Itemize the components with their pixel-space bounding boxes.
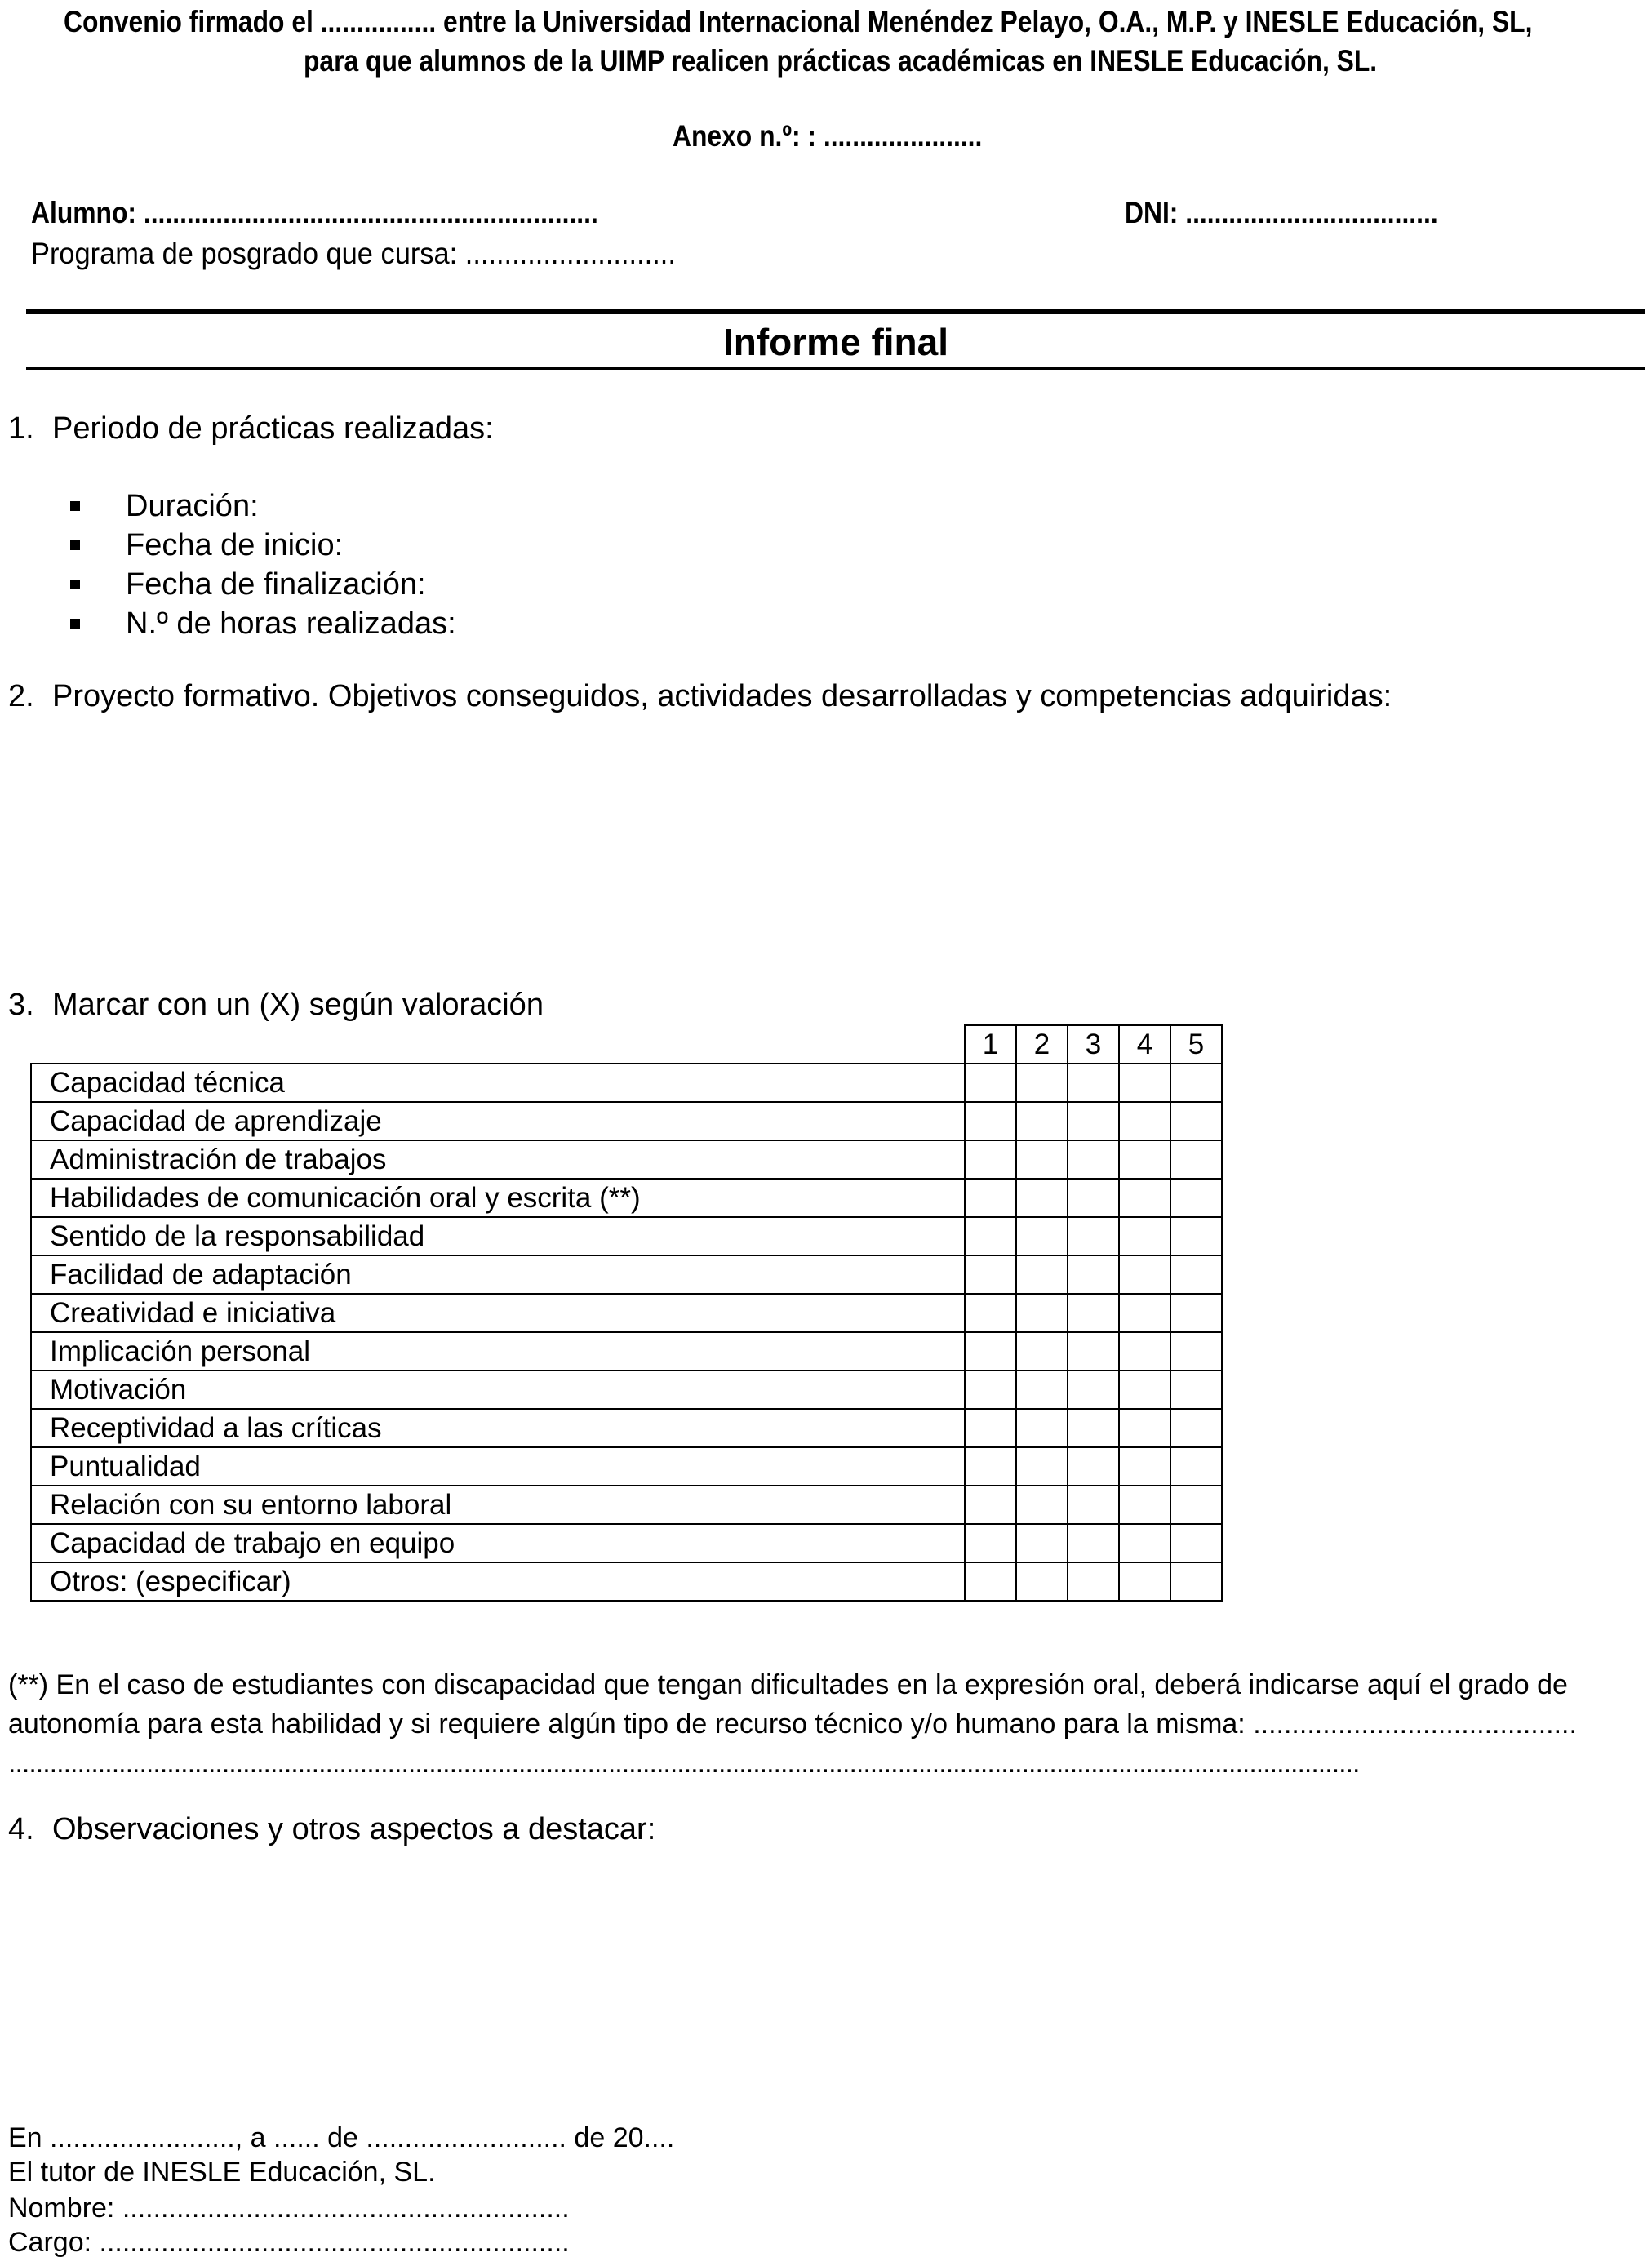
footnote-text: (**) En el caso de estudiantes con discapacidad que tengan dificultades en la expresión oral, deberá indicarse aquí el grado de autonomía para esta habilidad y si requiere algún tipo de recurso técnico y/o humano para la misma: .......................................... bbox=[8, 1669, 1577, 1739]
section-text: Marcar con un (X) según valoración bbox=[52, 988, 544, 1022]
list-item bbox=[67, 526, 456, 565]
criterion-label: Relación con su entorno laboral bbox=[31, 1486, 965, 1524]
rating-checkbox-2[interactable] bbox=[1016, 1179, 1068, 1217]
rating-checkbox-2[interactable] bbox=[1016, 1562, 1068, 1601]
list-item bbox=[67, 604, 456, 643]
rating-scale-header bbox=[31, 1025, 1222, 1064]
rating-checkbox-3[interactable] bbox=[1068, 1524, 1119, 1562]
rating-checkbox-4[interactable] bbox=[1119, 1179, 1170, 1217]
rating-checkbox-5[interactable] bbox=[1170, 1562, 1222, 1601]
table-row bbox=[31, 1294, 1222, 1332]
agreement-header-line-1: Convenio firmado el ................ entre la Universidad Internacional Menéndez Pelayo, O.A., M.P. y INESLE Educación, SL, bbox=[64, 5, 1533, 38]
rating-checkbox-5[interactable] bbox=[1170, 1447, 1222, 1486]
accessibility-footnote bbox=[8, 1665, 1649, 1783]
list-item bbox=[67, 565, 456, 604]
rating-checkbox-2[interactable] bbox=[1016, 1217, 1068, 1255]
rating-checkbox-1[interactable] bbox=[965, 1371, 1016, 1409]
table-row bbox=[31, 1447, 1222, 1486]
rating-checkbox-1[interactable] bbox=[965, 1255, 1016, 1294]
rating-checkbox-4[interactable] bbox=[1119, 1332, 1170, 1371]
title-rule-top bbox=[26, 309, 1645, 314]
rating-checkbox-3[interactable] bbox=[1068, 1371, 1119, 1409]
criterion-label: Capacidad técnica bbox=[31, 1064, 965, 1102]
section-number: 4. bbox=[8, 1812, 34, 1846]
signature-tutor-label: El tutor de INESLE Educación, SL. bbox=[8, 2157, 436, 2188]
rating-checkbox-1[interactable] bbox=[965, 1486, 1016, 1524]
rating-checkbox-1[interactable] bbox=[965, 1562, 1016, 1601]
table-row bbox=[31, 1562, 1222, 1601]
rating-checkbox-5[interactable] bbox=[1170, 1294, 1222, 1332]
rating-checkbox-4[interactable] bbox=[1119, 1255, 1170, 1294]
table-row bbox=[31, 1255, 1222, 1294]
table-row bbox=[31, 1409, 1222, 1447]
scale-label-3: 3 bbox=[1068, 1025, 1119, 1064]
square-bullet-icon bbox=[70, 501, 80, 511]
criterion-label: Implicación personal bbox=[31, 1332, 965, 1371]
rating-checkbox-1[interactable] bbox=[965, 1294, 1016, 1332]
student-name-field: Alumno: ............................................................... bbox=[31, 196, 598, 229]
table-row bbox=[31, 1102, 1222, 1140]
rating-checkbox-2[interactable] bbox=[1016, 1294, 1068, 1332]
rating-checkbox-3[interactable] bbox=[1068, 1332, 1119, 1371]
page-title: Informe final bbox=[722, 321, 949, 363]
rating-checkbox-2[interactable] bbox=[1016, 1524, 1068, 1562]
footnote-dotted-line: .................................................................................................................................................................................................... bbox=[8, 1748, 1360, 1779]
rating-checkbox-2[interactable] bbox=[1016, 1332, 1068, 1371]
table-row bbox=[31, 1486, 1222, 1524]
period-details-list bbox=[67, 487, 456, 643]
rating-checkbox-5[interactable] bbox=[1170, 1409, 1222, 1447]
section-3-heading bbox=[8, 988, 544, 1023]
table-row bbox=[31, 1332, 1222, 1371]
rating-checkbox-1[interactable] bbox=[965, 1140, 1016, 1179]
rating-checkbox-3[interactable] bbox=[1068, 1217, 1119, 1255]
title-rule-bottom bbox=[26, 367, 1645, 370]
rating-checkbox-1[interactable] bbox=[965, 1409, 1016, 1447]
rating-checkbox-2[interactable] bbox=[1016, 1255, 1068, 1294]
rating-checkbox-1[interactable] bbox=[965, 1179, 1016, 1217]
rating-checkbox-3[interactable] bbox=[1068, 1447, 1119, 1486]
rating-checkbox-4[interactable] bbox=[1119, 1447, 1170, 1486]
rating-checkbox-4[interactable] bbox=[1119, 1486, 1170, 1524]
rating-checkbox-3[interactable] bbox=[1068, 1179, 1119, 1217]
rating-checkbox-4[interactable] bbox=[1119, 1409, 1170, 1447]
rating-checkbox-4[interactable] bbox=[1119, 1294, 1170, 1332]
criterion-label: Habilidades de comunicación oral y escrita (**) bbox=[31, 1179, 965, 1217]
list-item bbox=[67, 487, 456, 526]
rating-checkbox-5[interactable] bbox=[1170, 1486, 1222, 1524]
dni-field: DNI: ................................... bbox=[1125, 196, 1438, 229]
rating-checkbox-3[interactable] bbox=[1068, 1064, 1119, 1102]
rating-checkbox-4[interactable] bbox=[1119, 1562, 1170, 1601]
period-item-hours: N.º de horas realizadas: bbox=[126, 606, 456, 641]
section-text: Periodo de prácticas realizadas: bbox=[52, 411, 494, 446]
square-bullet-icon bbox=[70, 580, 80, 589]
rating-checkbox-2[interactable] bbox=[1016, 1447, 1068, 1486]
criterion-label: Puntualidad bbox=[31, 1447, 965, 1486]
scale-label-5: 5 bbox=[1170, 1025, 1222, 1064]
rating-checkbox-4[interactable] bbox=[1119, 1524, 1170, 1562]
rating-checkbox-5[interactable] bbox=[1170, 1332, 1222, 1371]
signature-name-field: Nombre: .......................................................... bbox=[8, 2193, 570, 2224]
rating-checkbox-1[interactable] bbox=[965, 1064, 1016, 1102]
period-item-duration: Duración: bbox=[126, 489, 259, 523]
section-4-heading bbox=[8, 1812, 655, 1847]
rating-checkbox-5[interactable] bbox=[1170, 1371, 1222, 1409]
criterion-label: Facilidad de adaptación bbox=[31, 1255, 965, 1294]
table-row bbox=[31, 1217, 1222, 1255]
rating-checkbox-4[interactable] bbox=[1119, 1371, 1170, 1409]
rating-checkbox-3[interactable] bbox=[1068, 1409, 1119, 1447]
rating-checkbox-3[interactable] bbox=[1068, 1140, 1119, 1179]
signature-position-field: Cargo: ............................................................. bbox=[8, 2227, 570, 2258]
rating-checkbox-5[interactable] bbox=[1170, 1140, 1222, 1179]
scale-label-1: 1 bbox=[965, 1025, 1016, 1064]
table-row bbox=[31, 1064, 1222, 1102]
rating-checkbox-2[interactable] bbox=[1016, 1102, 1068, 1140]
postgraduate-program-field: Programa de posgrado que cursa: ........................... bbox=[31, 237, 676, 270]
criterion-label: Capacidad de trabajo en equipo bbox=[31, 1524, 965, 1562]
section-text: Proyecto formativo. Objetivos conseguidos, actividades desarrolladas y competencias adquiridas: bbox=[52, 679, 1392, 713]
rating-checkbox-4[interactable] bbox=[1119, 1217, 1170, 1255]
table-row bbox=[31, 1524, 1222, 1562]
rating-checkbox-4[interactable] bbox=[1119, 1064, 1170, 1102]
section-number: 1. bbox=[8, 411, 34, 446]
square-bullet-icon bbox=[70, 619, 80, 629]
rating-checkbox-4[interactable] bbox=[1119, 1102, 1170, 1140]
criterion-label: Creatividad e iniciativa bbox=[31, 1294, 965, 1332]
criterion-label: Capacidad de aprendizaje bbox=[31, 1102, 965, 1140]
annex-number: Anexo n.º: : ...................... bbox=[673, 119, 983, 153]
rating-checkbox-5[interactable] bbox=[1170, 1102, 1222, 1140]
rating-checkbox-5[interactable] bbox=[1170, 1064, 1222, 1102]
section-1-heading bbox=[8, 411, 494, 447]
section-2-heading bbox=[8, 679, 1392, 714]
table-row bbox=[31, 1179, 1222, 1217]
rating-checkbox-1[interactable] bbox=[965, 1332, 1016, 1371]
rating-checkbox-2[interactable] bbox=[1016, 1371, 1068, 1409]
period-item-start-date: Fecha de inicio: bbox=[126, 528, 344, 562]
rating-checkbox-4[interactable] bbox=[1119, 1140, 1170, 1179]
scale-label-4: 4 bbox=[1119, 1025, 1170, 1064]
agreement-header-line-2: para que alumnos de la UIMP realicen prácticas académicas en INESLE Educación, SL. bbox=[304, 44, 1378, 78]
rating-table bbox=[30, 1024, 1223, 1602]
table-row bbox=[31, 1140, 1222, 1179]
criterion-label: Sentido de la responsabilidad bbox=[31, 1217, 965, 1255]
rating-checkbox-5[interactable] bbox=[1170, 1255, 1222, 1294]
scale-label-2: 2 bbox=[1016, 1025, 1068, 1064]
rating-checkbox-2[interactable] bbox=[1016, 1486, 1068, 1524]
square-bullet-icon bbox=[70, 540, 80, 550]
rating-checkbox-1[interactable] bbox=[965, 1102, 1016, 1140]
section-number: 3. bbox=[8, 988, 34, 1022]
section-number: 2. bbox=[8, 679, 34, 713]
rating-checkbox-2[interactable] bbox=[1016, 1409, 1068, 1447]
rating-checkbox-1[interactable] bbox=[965, 1217, 1016, 1255]
rating-checkbox-1[interactable] bbox=[965, 1524, 1016, 1562]
rating-checkbox-5[interactable] bbox=[1170, 1524, 1222, 1562]
rating-checkbox-5[interactable] bbox=[1170, 1179, 1222, 1217]
period-item-end-date: Fecha de finalización: bbox=[126, 567, 426, 602]
rating-checkbox-1[interactable] bbox=[965, 1447, 1016, 1486]
table-row bbox=[31, 1371, 1222, 1409]
rating-checkbox-5[interactable] bbox=[1170, 1217, 1222, 1255]
header-spacer bbox=[31, 1025, 965, 1064]
criterion-label: Otros: (especificar) bbox=[31, 1562, 965, 1601]
criterion-label: Administración de trabajos bbox=[31, 1140, 965, 1179]
criterion-label: Motivación bbox=[31, 1371, 965, 1409]
criterion-label: Receptividad a las críticas bbox=[31, 1409, 965, 1447]
rating-checkbox-3[interactable] bbox=[1068, 1486, 1119, 1524]
rating-checkbox-3[interactable] bbox=[1068, 1102, 1119, 1140]
signature-place-date: En ........................, a ...... de .......................... de 20.... bbox=[8, 2122, 675, 2153]
rating-checkbox-3[interactable] bbox=[1068, 1562, 1119, 1601]
section-text: Observaciones y otros aspectos a destacar: bbox=[52, 1812, 656, 1846]
rating-checkbox-3[interactable] bbox=[1068, 1255, 1119, 1294]
rating-checkbox-2[interactable] bbox=[1016, 1140, 1068, 1179]
rating-checkbox-3[interactable] bbox=[1068, 1294, 1119, 1332]
rating-checkbox-2[interactable] bbox=[1016, 1064, 1068, 1102]
